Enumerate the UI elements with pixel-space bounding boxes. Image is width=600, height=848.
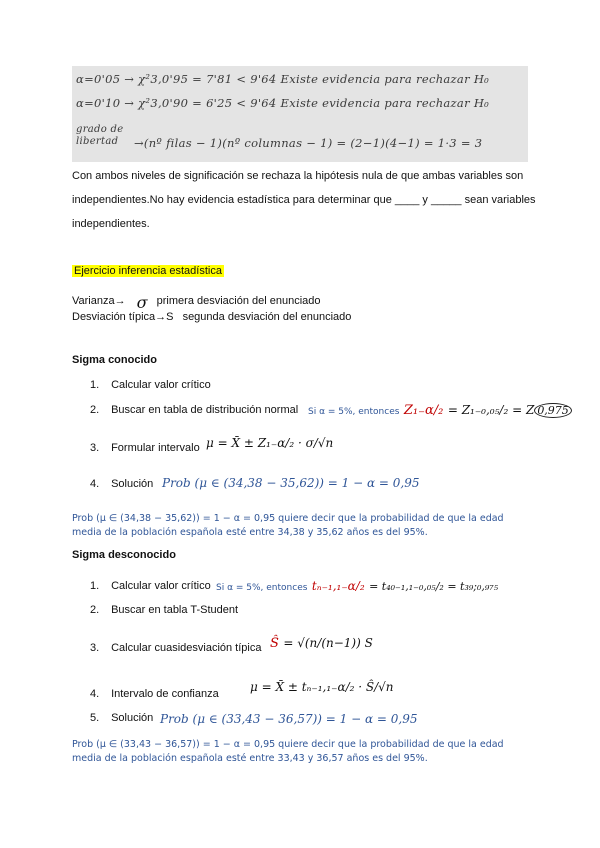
desconocido-step-1 (90, 580, 211, 592)
step-number: 4. (90, 478, 100, 490)
sigma-conocido-title: Sigma conocido (72, 354, 157, 366)
d-step3-s-hat: Ŝ (270, 636, 279, 651)
conocido-explanation-l2: media de la población española esté entre 34,38 y 35,62 años es del 95%. (72, 527, 428, 538)
step-label: Buscar en tabla de distribución normal (111, 404, 299, 416)
varianza-line (72, 289, 321, 312)
step2-rest: = Z₁₋₀,₀₅/₂ = Z (447, 403, 535, 417)
desviacion-label: Desviación típica→S (72, 311, 174, 323)
step-label: Solución (111, 712, 154, 724)
handwritten-notes-image (72, 66, 528, 162)
desconocido-step-5-formula: Prob (μ ∈ (33,43 − 36,57)) = 1 − α = 0,95 (160, 712, 418, 726)
conocido-step-1 (90, 379, 211, 391)
exercise-title (72, 265, 224, 277)
step-label: Solución (111, 478, 154, 490)
step-label: Formular intervalo (111, 442, 200, 454)
conocido-step-4-formula: Prob (μ ∈ (34,38 − 35,62)) = 1 − α = 0,95 (162, 476, 420, 490)
d-step1-t: tₙ₋₁,₁₋α/₂ (311, 579, 365, 593)
handwritten-dof-label (76, 124, 123, 148)
desconocido-explanation (72, 738, 542, 766)
handwritten-dof-label-a: grado de (76, 124, 124, 135)
handwritten-line-1: α=0'05 → χ²3,0'95 = 7'81 < 9'64 Existe evidencia para rechazar H₀ (76, 72, 490, 86)
conclusion-line-2: independientes.No hay evidencia estadística para determinar que ____ y _____ sean variables (72, 194, 536, 206)
conocido-step-3-formula: μ = X̄ ± Z₁₋α/₂ · σ/√n (206, 436, 334, 450)
step-label: Calcular cuasidesviación típica (111, 642, 262, 654)
step-label: Intervalo de confianza (111, 688, 219, 700)
desconocido-step-5 (90, 712, 153, 724)
handwritten-dof-label-b: libertad (76, 136, 119, 147)
step-number: 3. (90, 442, 100, 454)
handwritten-dof-formula: →(nº filas − 1)(nº columnas − 1) = (2−1)(4−1) = 1·3 = 3 (134, 136, 483, 150)
desviacion-text: segunda desviación del enunciado (182, 311, 352, 323)
d-step1-prefix: Si α = 5%, entonces (216, 583, 308, 593)
step-number: 3. (90, 642, 100, 654)
desconocido-step-3 (90, 642, 261, 654)
conocido-step-2-formula (308, 401, 572, 419)
step-label: Buscar en tabla T-Student (111, 604, 239, 616)
step-number: 1. (90, 580, 100, 592)
desconocido-step-3-formula (270, 634, 373, 652)
d-step1-rest: = t₄₀₋₁,₁₋₀,₀₅/₂ = t₃₉;₀,₉₇₅ (369, 580, 499, 593)
step-number: 1. (90, 379, 100, 391)
step2-prefix: Si α = 5%, entonces (308, 407, 400, 417)
varianza-label: Varianza→ (72, 295, 126, 307)
desconocido-explanation-l1: Prob (μ ∈ (33,43 − 36,57)) = 1 − α = 0,95 quiere decir que la probabilidad de que la edad (72, 739, 504, 750)
desconocido-step-1-formula (216, 577, 498, 595)
step-number: 4. (90, 688, 100, 700)
d-step3-rest: = √(n/(n−1)) S (283, 636, 373, 650)
sigma-symbol: σ (136, 293, 148, 312)
conocido-explanation (72, 512, 542, 540)
conclusion-line-3: independientes. (72, 218, 150, 230)
varianza-text: primera desviación del enunciado (156, 295, 321, 307)
sigma-desconocido-title: Sigma desconocido (72, 549, 176, 561)
conocido-explanation-l1: Prob (μ ∈ (34,38 − 35,62)) = 1 − α = 0,95 quiere decir que la probabilidad de que la edad (72, 513, 504, 524)
desconocido-explanation-l2: media de la población española esté entre 33,43 y 36,57 años es del 95%. (72, 753, 428, 764)
conocido-step-4 (90, 478, 153, 490)
step-label: Calcular valor crítico (111, 580, 211, 592)
step2-z: Z₁₋α/₂ (403, 403, 444, 418)
handwritten-line-2: α=0'10 → χ²3,0'90 = 6'25 < 9'64 Existe evidencia para rechazar H₀ (76, 96, 490, 110)
exercise-title-text: Ejercicio inferencia estadística (74, 265, 222, 277)
step-number: 5. (90, 712, 100, 724)
desconocido-step-4-formula: μ = X̄ ± tₙ₋₁,₁₋α/₂ · Ŝ/√n (250, 680, 394, 694)
conocido-step-3 (90, 442, 200, 454)
step-number: 2. (90, 604, 100, 616)
desconocido-step-4 (90, 688, 219, 700)
step-number: 2. (90, 404, 100, 416)
step2-circled-value: 0,975 (534, 403, 572, 418)
conclusion-paragraph (72, 164, 542, 236)
step-label: Calcular valor crítico (111, 379, 211, 391)
desconocido-step-2 (90, 604, 238, 616)
desviacion-line (72, 311, 351, 323)
conclusion-line-1: Con ambos niveles de significación se rechaza la hipótesis nula de que ambas variables son (72, 170, 524, 182)
conocido-step-2 (90, 404, 298, 416)
